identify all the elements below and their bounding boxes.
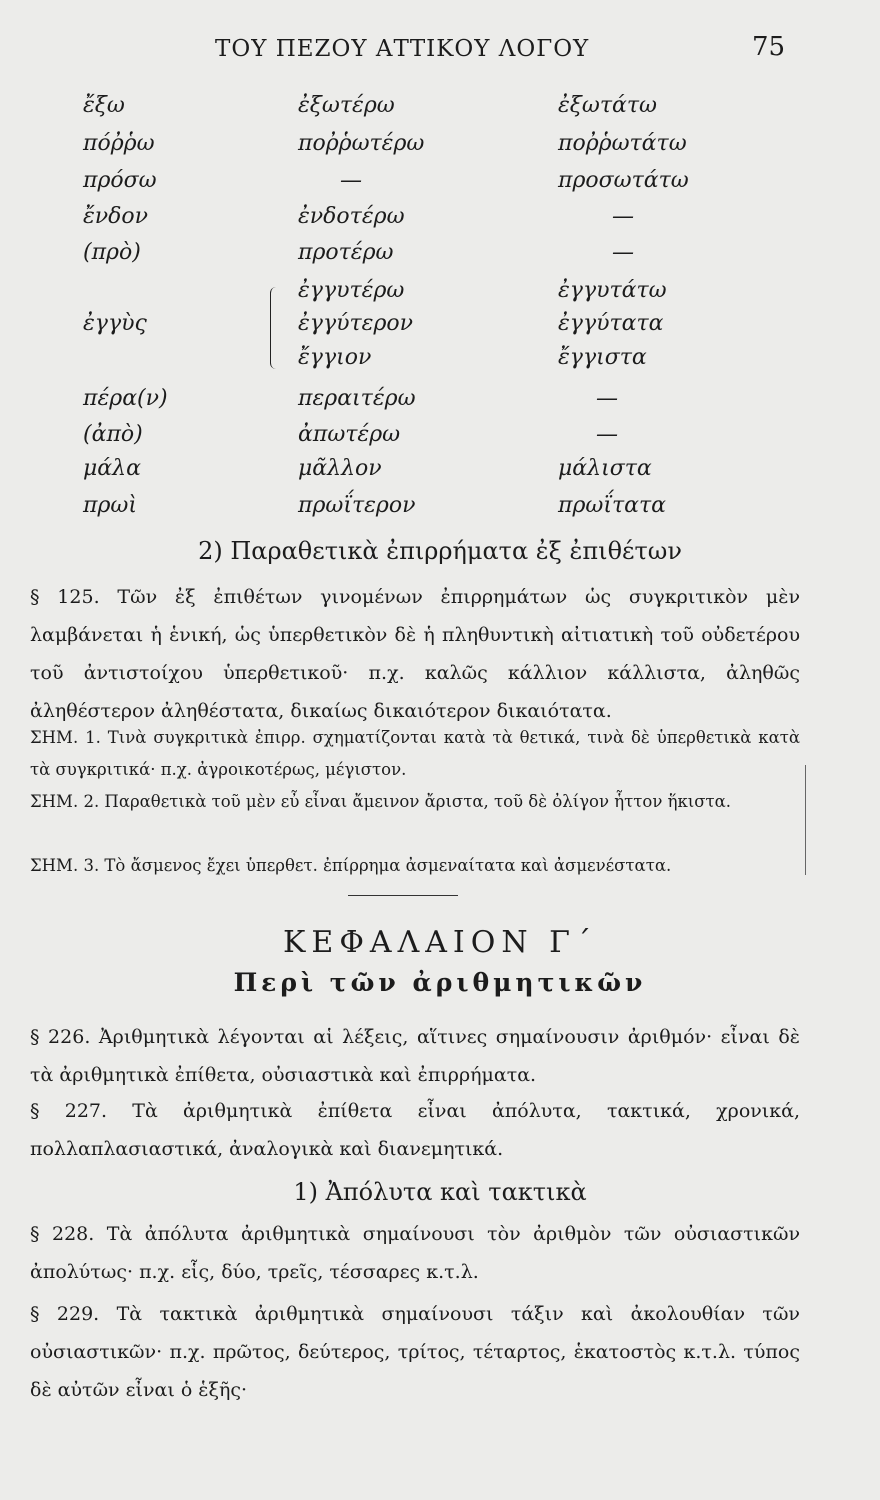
page-header [0, 28, 880, 68]
table-row [0, 240, 880, 274]
paragraph-226: § 226. Ἀριθμητικὰ λέγονται αἱ λέξεις, αἵτινες σημαίνουσιν ἀριθμόν· εἶναι δὲ τὰ ἀριθμητικὰ ἐπίθετα, οὐσιαστικὰ καὶ ἐπιρρήματα. [30, 1026, 800, 1086]
comparative-form: μᾶλλον [298, 456, 382, 481]
table-row [0, 168, 880, 202]
table-row [0, 422, 880, 456]
margin-mark [805, 765, 806, 875]
positive-form: (πρὸ) [83, 240, 141, 265]
comparative-form: ἐξωτέρω [298, 93, 395, 118]
table-row [0, 131, 880, 165]
chapter-title: ΚΕΦΑΛΑΙΟΝ Γ΄ [283, 925, 597, 960]
note-2: ΣΗΜ. 2. Παραθετικὰ τοῦ μὲν εὖ εἶναι ἄμεινον ἄριστα, τοῦ δὲ ὀλίγον ἧττον ἥκιστα. [30, 792, 732, 811]
superlative-form: — [612, 240, 634, 265]
paragraph-125: § 125. Τῶν ἐξ ἐπιθέτων γινομένων ἐπιρρημάτων ὡς συγκριτικὸν μὲν λαμβάνεται ἡ ἑνική, ὡς ὑπερθετικὸν δὲ ἡ πληθυντικὴ αἰτιατικὴ τοῦ οὐδετέρου τοῦ ἀντιστοίχου ὑπερθετικοῦ· π.χ. καλῶς κάλλιον κάλλιστα, ἀληθῶς ἀληθέστερον ἀληθέστατα, δικαίως δικαιότερον δικαιότατα. [30, 586, 800, 722]
page-number: 75 [752, 32, 786, 62]
superlative-form: πρωΐτατα [558, 493, 667, 518]
comparative-form: πρωΐτερον [298, 493, 416, 518]
superlative-form: ἐξωτάτω [558, 93, 657, 118]
positive-form: πέρα(ν) [83, 386, 168, 411]
positive-form: πρόσω [83, 168, 157, 193]
table-row [0, 493, 880, 527]
comparative-form: — [340, 168, 362, 193]
superlative-form: ἔγγιστα [558, 345, 647, 370]
table-row [0, 278, 880, 312]
paragraph-228: § 228. Τὰ ἀπόλυτα ἀριθμητικὰ σημαίνουσι τὸν ἀριθμὸν τῶν οὐσιαστικῶν ἀπολύτως· π.χ. εἷς, δύο, τρεῖς, τέσσαρες κ.τ.λ. [30, 1223, 800, 1283]
superlative-form: ἐγγυτάτω [558, 278, 667, 303]
positive-form: πόῤῥω [83, 131, 155, 156]
table-row [0, 456, 880, 490]
comparative-form: ἐγγυτέρω [298, 278, 405, 303]
superlative-form: προσωτάτω [558, 168, 689, 193]
comparative-form: περαιτέρω [298, 386, 416, 411]
positive-form: ἔξω [83, 93, 125, 118]
table-row [0, 386, 880, 420]
comparative-form: ἀπωτέρω [298, 422, 401, 447]
section-heading: 1) Ἀπόλυτα καὶ τακτικὰ [293, 1178, 587, 1206]
table-row [0, 345, 880, 379]
comparative-form: ποῤῥωτέρω [298, 131, 425, 156]
section-heading: 2) Παραθετικὰ ἐπιρρήματα ἐξ ἐπιθέτων [198, 537, 682, 565]
positive-form: ἐγγὺς [83, 311, 147, 336]
positive-form: πρωὶ [83, 493, 137, 518]
comparative-form: ἐγγύτερον [298, 311, 414, 336]
note-3: ΣΗΜ. 3. Τὸ ἄσμενος ἔχει ὑπερθετ. ἐπίρρημα ἀσμεναίτατα καὶ ἀσμενέστατα. [30, 856, 672, 875]
note-1: ΣΗΜ. 1. Τινὰ συγκριτικὰ ἐπιρρ. σχηματίζονται κατὰ τὰ θετικά, τινὰ δὲ ὑπερθετικὰ κατὰ τὰ συγκριτικά· π.χ. ἀγροικοτέρως, μέγιστον. [30, 728, 800, 779]
superlative-form: — [596, 386, 618, 411]
superlative-form: — [612, 204, 634, 229]
superlative-form: ποῤῥωτάτω [558, 131, 687, 156]
positive-form: (ἀπὸ) [83, 422, 143, 447]
running-title: ΤΟΥ ΠΕΖΟΥ ΑΤΤΙΚΟΥ ΛΟΓΟΥ [215, 36, 590, 62]
superlative-form: μάλιστα [558, 456, 652, 481]
divider [348, 895, 458, 896]
table-row [0, 93, 880, 127]
paragraph-227: § 227. Τὰ ἀριθμητικὰ ἐπίθετα εἶναι ἀπόλυτα, τακτικά, χρονικά, πολλαπλασιαστικά, ἀναλογικὰ καὶ διανεμητικά. [30, 1100, 800, 1160]
table-row [0, 204, 880, 238]
positive-form: μάλα [83, 456, 141, 481]
table-row [0, 311, 880, 345]
superlative-form: — [596, 422, 618, 447]
comparative-form: ἔγγιον [298, 345, 372, 370]
chapter-subtitle: Περὶ τῶν ἀριθμητικῶν [233, 968, 647, 997]
comparative-form: ἐνδοτέρω [298, 204, 405, 229]
paragraph-229: § 229. Τὰ τακτικὰ ἀριθμητικὰ σημαίνουσι τάξιν καὶ ἀκολουθίαν τῶν οὐσιαστικῶν· π.χ. πρῶτος, δεύτερος, τρίτος, τέταρτος, ἑκατοστὸς κ.τ.λ. τύπος δὲ αὐτῶν εἶναι ὁ ἑξῆς· [30, 1303, 800, 1401]
comparative-form: προτέρω [298, 240, 394, 265]
positive-form: ἔνδον [83, 204, 149, 229]
superlative-form: ἐγγύτατα [558, 311, 664, 336]
brace-icon [270, 287, 283, 369]
